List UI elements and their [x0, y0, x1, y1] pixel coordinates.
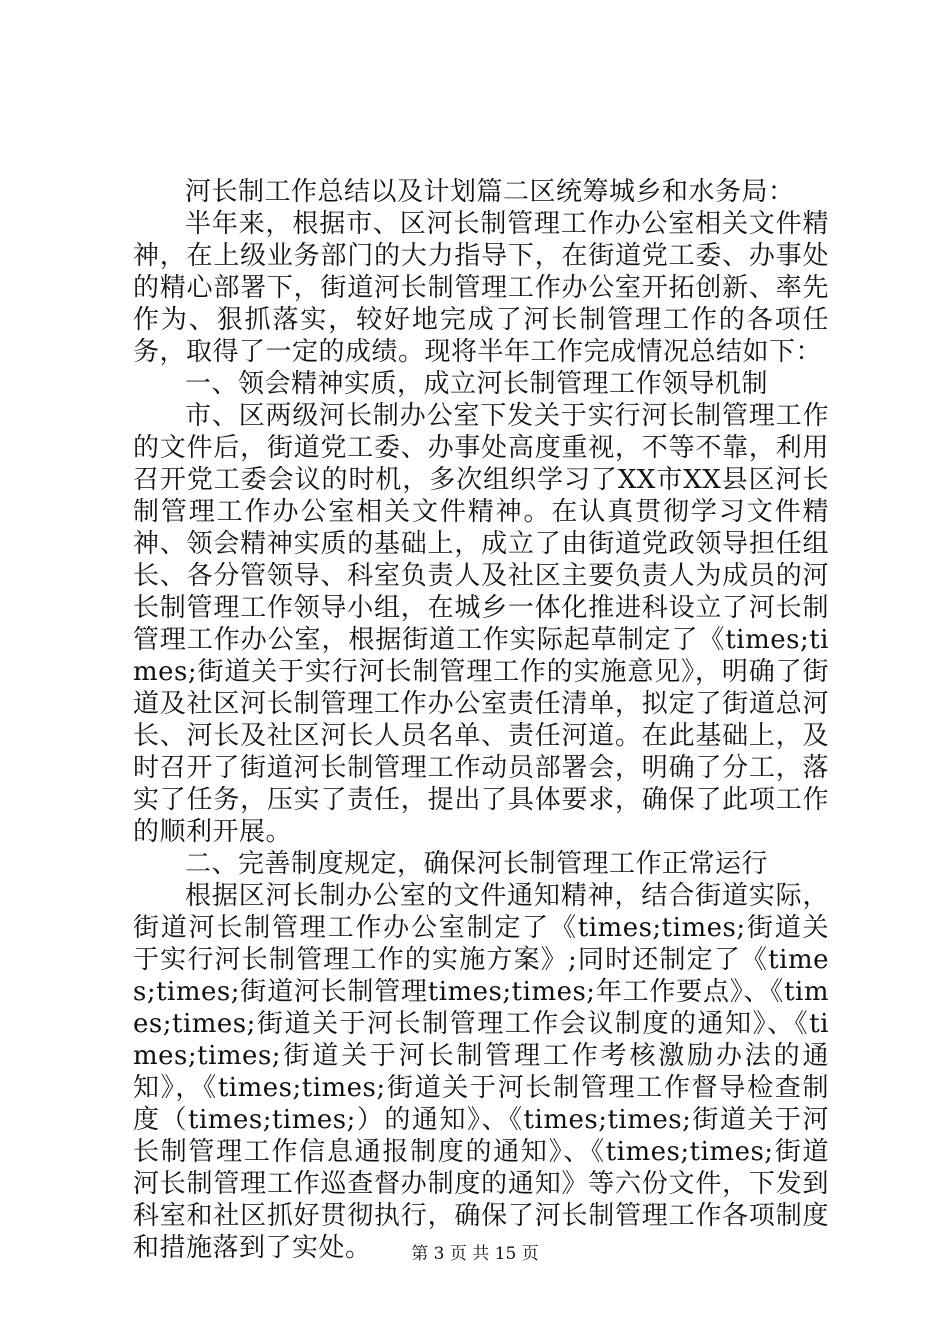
- document-heading: 河长制工作总结以及计划篇二区统筹城乡和水务局：: [185, 177, 795, 207]
- section-heading-2: 二、完善制度规定，确保河长制管理工作正常运行: [185, 849, 769, 879]
- section-heading-1: 一、领会精神实质，成立河长制管理工作领导机制: [185, 369, 769, 399]
- paragraph-intro: 半年来，根据市、区河长制管理工作办公室相关文件精神，在上级业务部门的大力指导下，在街道党工委、办事处的精心部署下，街道河长制管理工作办公室开拓创新、率先作为、狠抓落实，较好地完成了河长制管理工作的各项任务，取得了一定的成绩。现将半年工作完成情况总结如下：: [133, 209, 829, 367]
- paragraph-section-2: 根据区河长制办公室的文件通知精神，结合街道实际，街道河长制管理工作办公室制定了《times;times;街道关于实行河长制管理工作的实施方案》;同时还制定了《times;times;街道河长制管理times;times;年工作要点》、《times;times;街道关于河长制管理工作会议制度的通知》、《times;times;街道关于河长制管理工作考核激励办法的通知》，《times;times;街道关于河长制管理工作督导检查制度（times;times;）的通知》、《times;times;街道关于河长制管理工作信息通报制度的通知》、《times;times;街道河长制管理工作巡查督办制度的通知》等六份文件，下发到科室和社区抓好贯彻执行，确保了河长制管理工作各项制度和措施落到了实处。: [133, 881, 829, 1263]
- page-number-footer: 第 3 页 共 15 页: [411, 1244, 539, 1264]
- paragraph-section-1: 市、区两级河长制办公室下发关于实行河长制管理工作的文件后，街道党工委、办事处高度重视，不等不靠，利用召开党工委会议的时机，多次组织学习了XX市XX县区河长制管理工作办公室相关文件精神。在认真贯彻学习文件精神、领会精神实质的基础上，成立了由街道党政领导担任组长、各分管领导、科室负责人及社区主要负责人为成员的河长制管理工作领导小组，在城乡一体化推进科设立了河长制管理工作办公室，根据街道工作实际起草制定了《times;times;街道关于实行河长制管理工作的实施意见》，明确了街道及社区河长制管理工作办公室责任清单，拟定了街道总河长、河长及社区河长人员名单、责任河道。在此基础上，及时召开了街道河长制管理工作动员部署会，明确了分工，落实了任务，压实了责任，提出了具体要求，确保了此项工作的顺利开展。: [133, 401, 829, 847]
- document-body: [133, 176, 829, 1264]
